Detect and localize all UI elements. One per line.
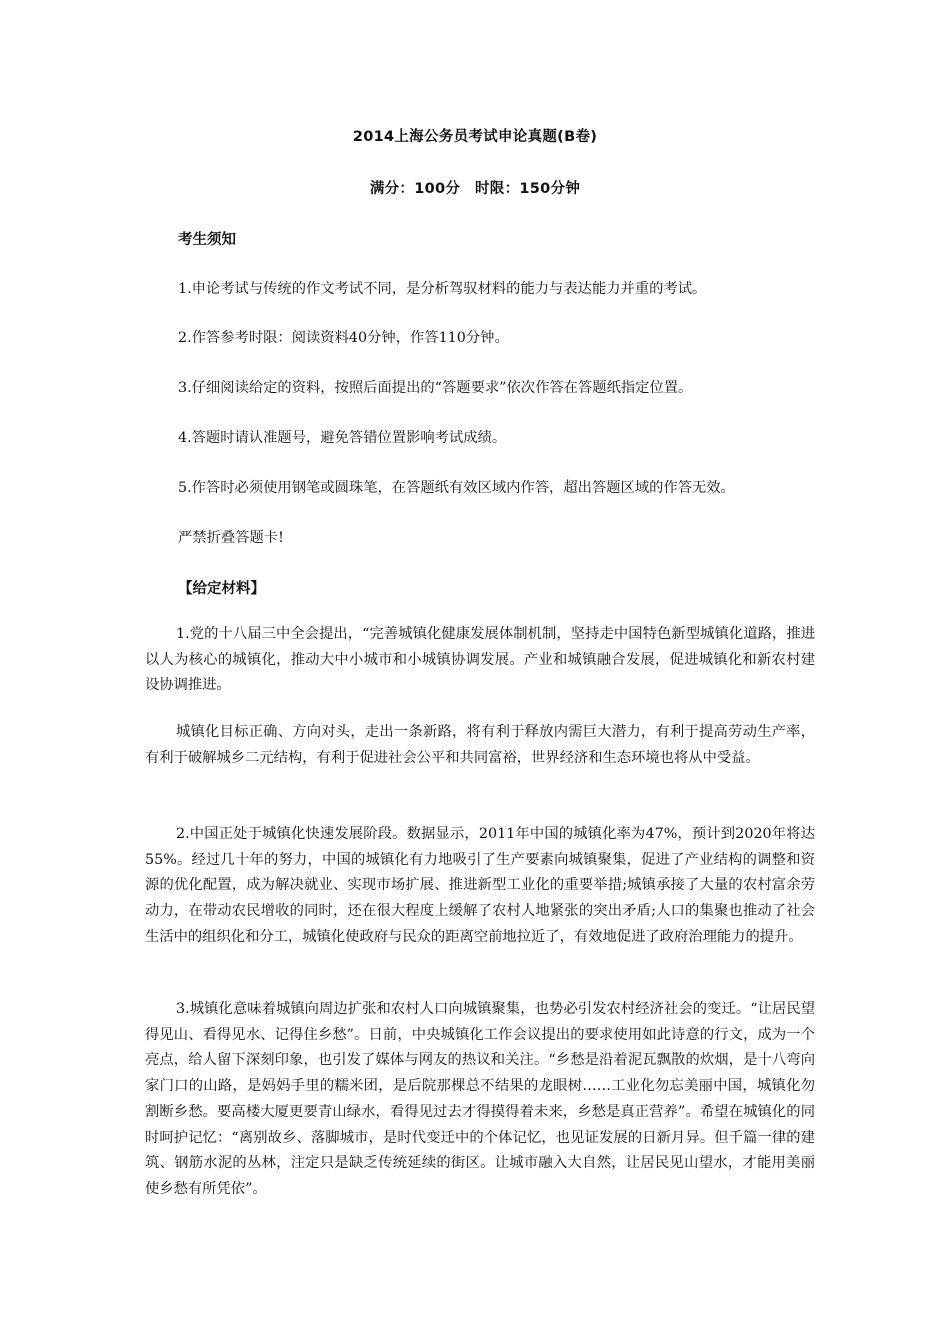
- notice-item: 4.答题时请认准题号，避免答错位置影响考试成绩。: [178, 430, 507, 446]
- notice-item: 1.申论考试与传统的作文考试不同，是分析驾驭材料的能力与表达能力并重的考试。: [178, 281, 707, 297]
- materials-heading: 【给定材料】: [178, 581, 265, 597]
- notice-heading: 考生须知: [178, 232, 236, 248]
- notice-item: 5.作答时必须使用钢笔或圆珠笔，在答题纸有效区域内作答，超出答题区域的作答无效。: [178, 480, 735, 496]
- score-time-line: 满分：100分 时限：150分钟: [369, 181, 581, 197]
- notice-item: 3.仔细阅读给定的资料，按照后面提出的“答题要求”依次作答在答题纸指定位置。: [178, 380, 693, 396]
- document-title: 2014上海公务员考试申论真题(B卷): [352, 129, 598, 145]
- warning-line: 严禁折叠答题卡!: [178, 530, 284, 546]
- material-paragraph: 3.城镇化意味着城镇向周边扩张和农村人口向城镇聚集，也势必引发农村经济社会的变迁。“让居民望得见山、看得见水、记得住乡愁”。日前，中央城镇化工作会议提出的要求使用如此诗意的行文，成为一个亮点，给人留下深刻印象，也引发了媒体与网友的热议和关注。“乡愁是沿着泥瓦飘散的炊烟，是十八弯向家门口的山路，是妈妈手里的糯米团，是后院那棵总不结果的龙眼树……工业化勿忘美丽中国，城镇化勿割断乡愁。要高楼大厦更要青山绿水，看得见过去才得摸得着未来，乡愁是真正营养”。希望在城镇化的同时呵护记忆：“离别故乡、落脚城市，是时代变迁中的个体记忆，也见证发展的日新月异。但千篇一律的建筑、钢筋水泥的丛林，注定只是缺乏传统延续的街区。让城市融入大自然，让居民见山望水，才能用美丽使乡愁有所凭依”。: [145, 1001, 815, 1197]
- material-paragraph: 城镇化目标正确、方向对头，走出一条新路，将有利于释放内需巨大潜力，有利于提高劳动生产率，有利于破解城乡二元结构，有利于促进社会公平和共同富裕，世界经济和生态环境也将从中受益。: [145, 724, 815, 766]
- notice-item: 2.作答参考时限：阅读资料40分钟，作答110分钟。: [178, 330, 509, 346]
- material-paragraph: 1.党的十八届三中全会提出，“完善城镇化健康发展体制机制，坚持走中国特色新型城镇化道路，推进以人为核心的城镇化，推动大中小城市和小城镇协调发展。产业和城镇融合发展，促进城镇化和新农村建设协调推进。: [145, 626, 815, 694]
- material-paragraph: 2.中国正处于城镇化快速发展阶段。数据显示，2011年中国的城镇化率为47%，预计到2020年将达55%。经过几十年的努力，中国的城镇化有力地吸引了生产要素向城镇聚集，促进了产业结构的调整和资源的优化配置，成为解决就业、实现市场扩展、推进新型工业化的重要举措;城镇承接了大量的农村富余劳动力，在带动农民增收的同时，还在很大程度上缓解了农村人地紧张的突出矛盾;人口的集聚也推动了社会生活中的组织化和分工，城镇化使政府与民众的距离空前地拉近了，有效地促进了政府治理能力的提升。: [145, 826, 815, 945]
